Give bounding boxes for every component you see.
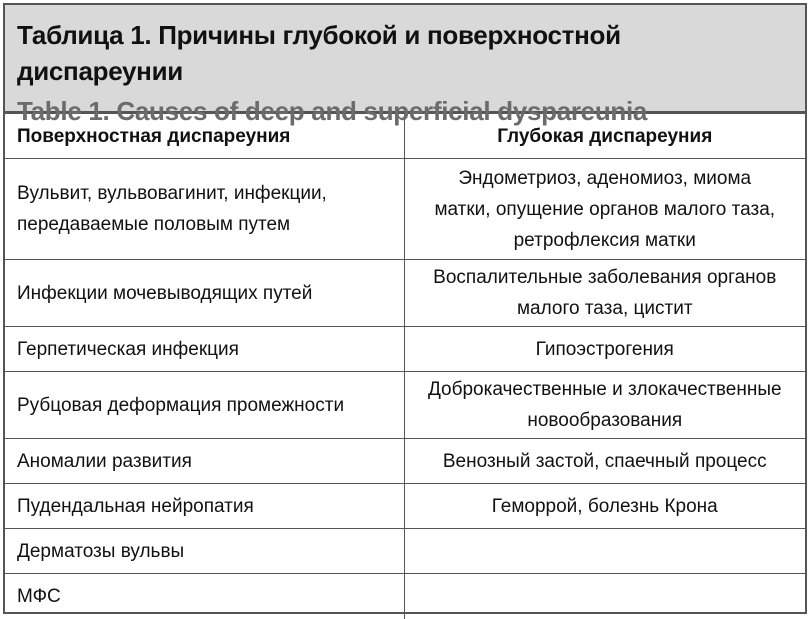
superficial-cell bbox=[5, 439, 404, 484]
deep-cell-empty bbox=[404, 529, 805, 574]
header-deep: Глубокая диспареуния bbox=[404, 114, 805, 159]
superficial-cell bbox=[5, 484, 404, 529]
cell-line: Венозный застой, спаечный процесс bbox=[442, 450, 767, 472]
cell-line: Дерматозы вульвы bbox=[17, 540, 185, 562]
cell-line: Герпетическая инфекция bbox=[17, 338, 239, 360]
cell-line: ретрофлексия матки bbox=[513, 229, 696, 251]
cell-line: Воспалительные заболевания органов bbox=[433, 267, 777, 288]
cell-line: Эндометриоз, аденомиоз, миома bbox=[458, 167, 752, 189]
table-figure bbox=[3, 3, 807, 614]
table-row bbox=[5, 372, 805, 439]
table-row bbox=[5, 484, 805, 529]
table-row bbox=[5, 529, 805, 574]
cell-line: Геморрой, болезнь Крона bbox=[491, 495, 718, 517]
deep-cell bbox=[404, 372, 805, 439]
deep-cell bbox=[404, 439, 805, 484]
deep-cell bbox=[404, 260, 805, 327]
superficial-cell bbox=[5, 159, 404, 260]
cell-line: малого таза, цистит bbox=[516, 298, 693, 319]
table-row bbox=[5, 439, 805, 484]
table-title-english: Table 1. Causes of deep and superficial dyspareunia bbox=[17, 96, 648, 126]
header-superficial: Поверхностная диспареуния bbox=[5, 114, 404, 159]
table-title-russian: Таблица 1. Причины глубокой и поверхностной диспареунии bbox=[17, 20, 621, 86]
table-row bbox=[5, 260, 805, 327]
cell-line: передаваемые половым путем bbox=[17, 214, 291, 235]
superficial-cell bbox=[5, 260, 404, 327]
cell-line: Инфекции мочевыводящих путей bbox=[17, 282, 313, 304]
deep-cell bbox=[404, 327, 805, 372]
superficial-cell bbox=[5, 574, 404, 619]
cell-line: Аномалии развития bbox=[17, 450, 192, 472]
table-row bbox=[5, 327, 805, 372]
cell-line: Доброкачественные и злокачественные bbox=[427, 379, 782, 400]
deep-cell bbox=[404, 484, 805, 529]
table-row bbox=[5, 574, 805, 619]
cell-line: матки, опущение органов малого таза, bbox=[434, 198, 776, 220]
table-caption bbox=[5, 5, 805, 126]
cell-line: Гипоэстрогения bbox=[535, 338, 674, 360]
superficial-cell bbox=[5, 529, 404, 574]
deep-cell-empty bbox=[404, 574, 805, 619]
cell-line: МФС bbox=[17, 585, 61, 607]
table-row bbox=[5, 159, 805, 260]
cell-line: Пудендальная нейропатия bbox=[17, 495, 254, 517]
deep-cell bbox=[404, 159, 805, 260]
cell-line: новообразования bbox=[527, 410, 683, 431]
cell-line: Вульвит, вульвовагинит, инфекции, bbox=[17, 183, 327, 204]
superficial-cell bbox=[5, 327, 404, 372]
superficial-cell bbox=[5, 372, 404, 439]
causes-table bbox=[5, 113, 805, 619]
cell-line: Рубцовая деформация промежности bbox=[17, 394, 345, 416]
